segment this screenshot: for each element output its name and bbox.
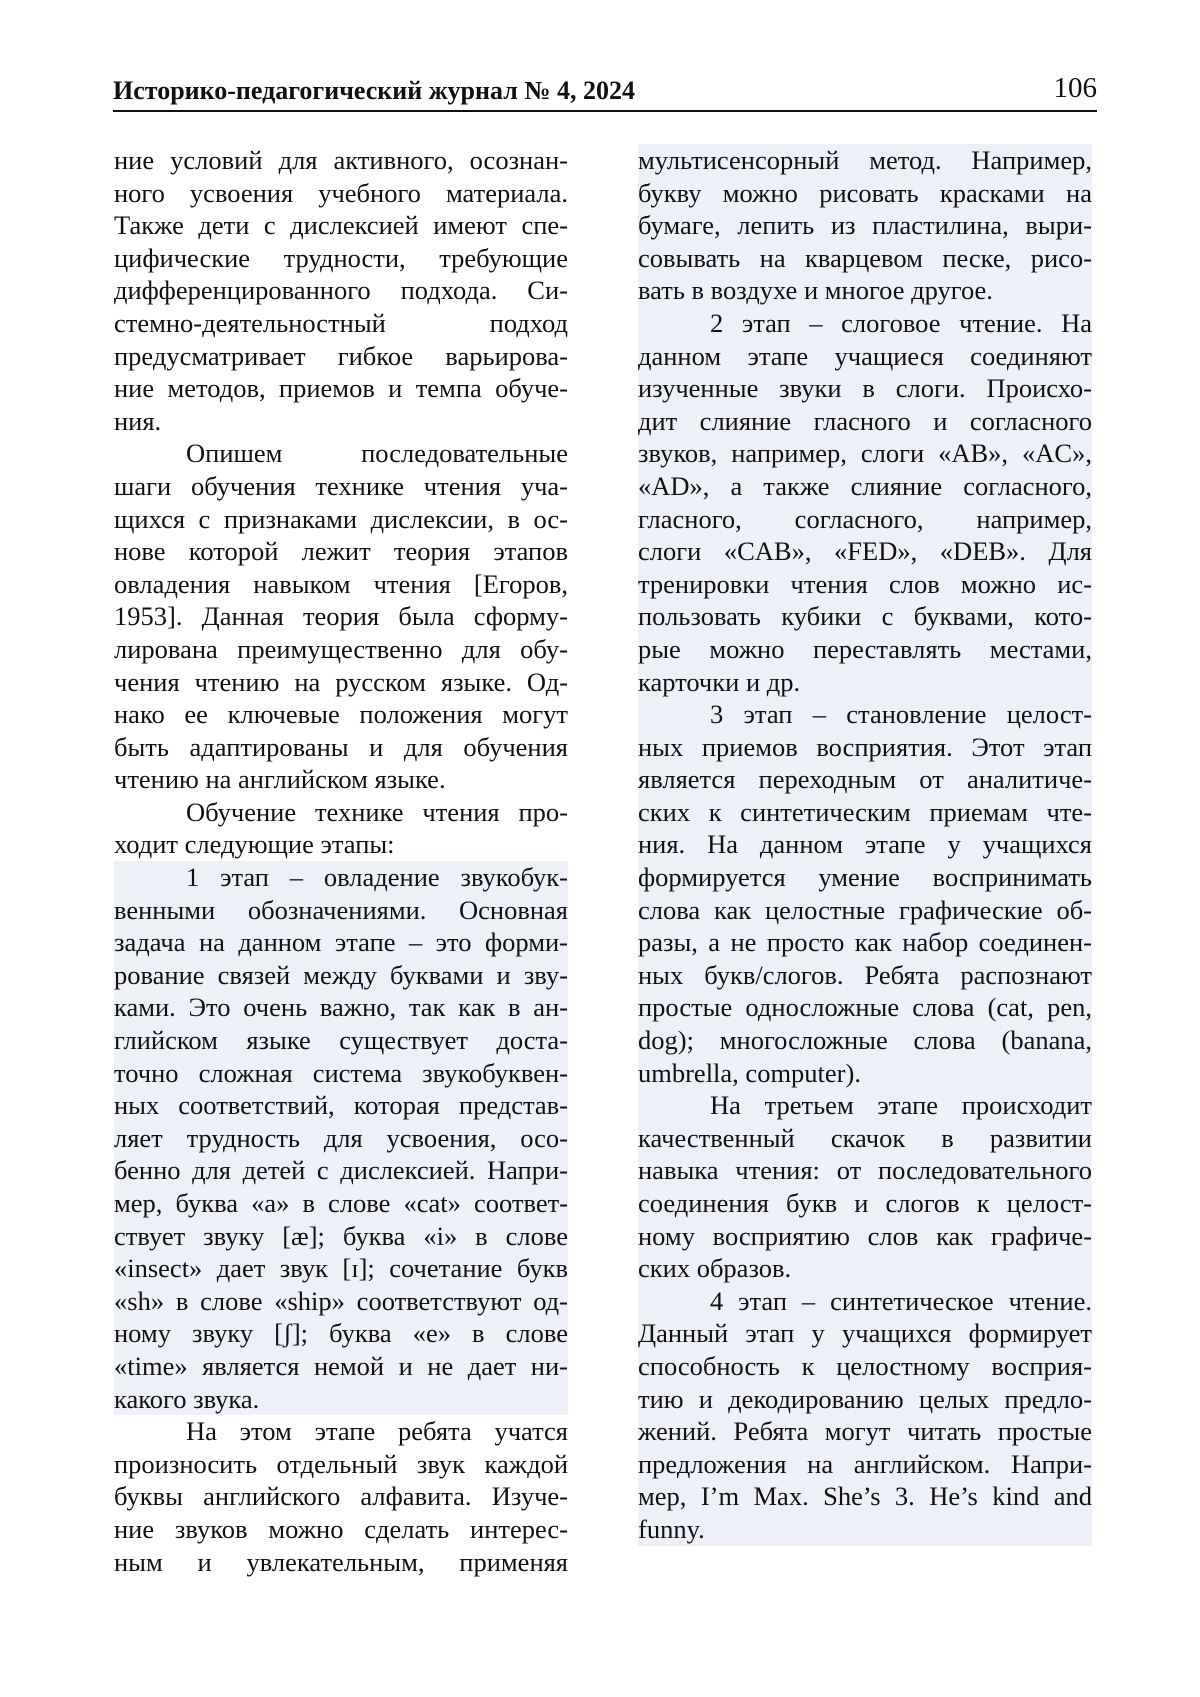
text-line: 4 этап – синтетическое чтение. [710, 1285, 1092, 1316]
text-line: способность к целостному восприя- [638, 1350, 1092, 1381]
text-line: Данный этап у учащихся формирует [638, 1318, 1092, 1349]
text-line: рование связей между буквами и зву- [114, 959, 568, 990]
page-number: 106 [1053, 72, 1097, 104]
text-line: звуков, например, слоги «AB», «AC», [638, 438, 1092, 469]
text-line: Обучение технике чтения про- [186, 796, 568, 827]
text-line: Опишем последовательные [186, 438, 568, 469]
text-line: На этом этапе ребята учатся [186, 1416, 568, 1447]
text-line: ние звуков можно сделать интерес- [114, 1513, 568, 1544]
text-line: произносить отдельный звук каждой [114, 1448, 568, 1479]
text-line: слова как целостные графические об- [638, 894, 1092, 925]
text-line: задача на данном этапе – это форми- [114, 927, 568, 958]
text-line: ния. [114, 405, 162, 436]
text-line: дит слияние гласного и согласного [638, 405, 1092, 436]
text-line: навыка чтения: от последовательного [638, 1155, 1092, 1186]
paragraph [114, 796, 568, 861]
text-line: венными обозначениями. Основная [114, 894, 568, 925]
text-line: совывать на кварцевом песке, рисо- [638, 242, 1092, 273]
paragraph [114, 1415, 568, 1578]
paragraph [638, 1089, 1092, 1285]
text-line: бенно для детей с дислексией. Напри- [114, 1155, 568, 1186]
text-line: мер, I’m Max. She’s 3. He’s kind and [638, 1481, 1092, 1512]
text-line: Также дети с дислексией имеют спе- [114, 210, 568, 241]
paragraph [114, 437, 568, 796]
text-line: рые можно переставлять местами, [638, 633, 1092, 664]
text-line: лирована преимущественно для обу- [114, 633, 568, 664]
paragraph [114, 861, 568, 1415]
text-line: ских образов. [638, 1253, 792, 1284]
text-line: umbrella, computer). [638, 1057, 861, 1088]
text-line: жений. Ребята могут читать простые [638, 1416, 1092, 1447]
text-line: ходит следующие этапы: [114, 829, 395, 860]
paragraph [638, 698, 1092, 1089]
text-line: данном этапе учащиеся соединяют [638, 340, 1092, 371]
text-line: буквы английского алфавита. Изуче- [114, 1481, 568, 1512]
text-line: dog); многосложные слова (banana, [638, 1025, 1092, 1056]
text-line: стемно-деятельностный подход [114, 307, 568, 338]
text-line: глийском языке существует доста- [114, 1025, 568, 1056]
text-line: ние условий для активного, осознан- [114, 145, 568, 175]
journal-title: Историко-педагогический журнал № 4, 2024 [113, 76, 635, 105]
text-line: предусматривает гибкое варьирова- [114, 340, 568, 371]
right-column [638, 144, 1092, 1546]
text-line: нако ее ключевые положения могут [114, 699, 568, 730]
text-line: букву можно рисовать красками на [638, 177, 1092, 208]
text-line: ние методов, приемов и темпа обуче- [114, 373, 568, 404]
text-line: ным и увлекательным, применяя [114, 1546, 568, 1577]
text-line: ному восприятию слов как графиче- [638, 1220, 1092, 1251]
text-line: На третьем этапе происходит [710, 1090, 1092, 1121]
text-line: чтению на английском языке. [114, 764, 446, 795]
running-header [113, 70, 1097, 112]
text-line: какого звука. [114, 1383, 260, 1414]
text-line: ляет трудность для усвоения, осо- [114, 1122, 568, 1153]
text-line: ных приемов восприятия. Этот этап [638, 731, 1092, 762]
text-line: ных букв/слогов. Ребята распознают [638, 959, 1092, 990]
text-line: вать в воздухе и многое другое. [638, 275, 993, 306]
text-line: «AD», а также слияние согласного, [638, 470, 1092, 501]
text-line: ками. Это очень важно, так как в ан- [114, 992, 568, 1023]
text-line: чения чтению на русском языке. Од- [114, 666, 568, 697]
paragraph [638, 307, 1092, 698]
text-line: пользовать кубики с буквами, кото- [638, 601, 1092, 632]
paragraph [638, 144, 1092, 307]
text-line: цифические трудности, требующие [114, 242, 568, 273]
text-line: щихся с признаками дислексии, в ос- [114, 503, 568, 534]
text-line: дифференцированного подхода. Си- [114, 275, 568, 306]
left-column [114, 144, 568, 1578]
text-line: предложения на английском. Напри- [638, 1448, 1092, 1479]
text-line: «insect» дает звук [ɪ]; сочетание букв [114, 1253, 568, 1284]
text-line: слоги «CAB», «FED», «DEB». Для [638, 536, 1092, 567]
text-line: «sh» в слове «ship» соответствуют од- [114, 1285, 568, 1316]
text-line: мультисенсорный метод. Например, [638, 145, 1092, 175]
text-line: изученные звуки в слоги. Происхо- [638, 373, 1092, 404]
text-line: простые односложные слова (cat, pen, [638, 992, 1092, 1023]
text-line: быть адаптированы и для обучения [114, 731, 568, 762]
text-line: 2 этап – слоговое чтение. На [710, 307, 1092, 338]
text-line: 1953]. Данная теория была сформу- [114, 601, 568, 632]
text-line: разы, а не просто как набор соединен- [638, 927, 1092, 958]
text-line: мер, буква «a» в слове «cat» соответ- [114, 1188, 568, 1218]
text-line: funny. [638, 1513, 705, 1544]
text-line: тию и декодированию целых предло- [638, 1383, 1092, 1414]
text-line: шаги обучения технике чтения уча- [114, 470, 568, 501]
text-line: соединения букв и слогов к целост- [638, 1188, 1092, 1218]
text-line: является переходным от аналитиче- [638, 764, 1092, 795]
text-line: ствует звуку [æ]; буква «i» в слове [114, 1220, 568, 1251]
text-line: ному звуку [ʃ]; буква «e» в слове [114, 1318, 568, 1349]
text-line: гласного, согласного, например, [638, 503, 1092, 534]
text-line: точно сложная система звукобуквен- [114, 1057, 568, 1088]
text-line: бумаге, лепить из пластилина, выри- [638, 210, 1092, 241]
text-line: «time» является немой и не дает ни- [114, 1350, 568, 1381]
text-line: нове которой лежит теория этапов [114, 536, 568, 567]
text-line: ских к синтетическим приемам чте- [638, 796, 1092, 827]
text-line: карточки и др. [638, 666, 801, 697]
text-line: 1 этап – овладение звукобук- [186, 862, 568, 893]
text-line: ного усвоения учебного материала. [114, 177, 568, 208]
text-line: овладения навыком чтения [Егоров, [114, 568, 568, 599]
text-line: 3 этап – становление целост- [710, 699, 1092, 730]
paragraph [114, 144, 568, 437]
text-line: формируется умение воспринимать [638, 862, 1092, 893]
text-line: ния. На данном этапе у учащихся [638, 829, 1092, 860]
paragraph [638, 1285, 1092, 1546]
text-line: ных соответствий, которая представ- [114, 1090, 568, 1121]
text-line: тренировки чтения слов можно ис- [638, 568, 1092, 599]
text-line: качественный скачок в развитии [638, 1122, 1092, 1153]
